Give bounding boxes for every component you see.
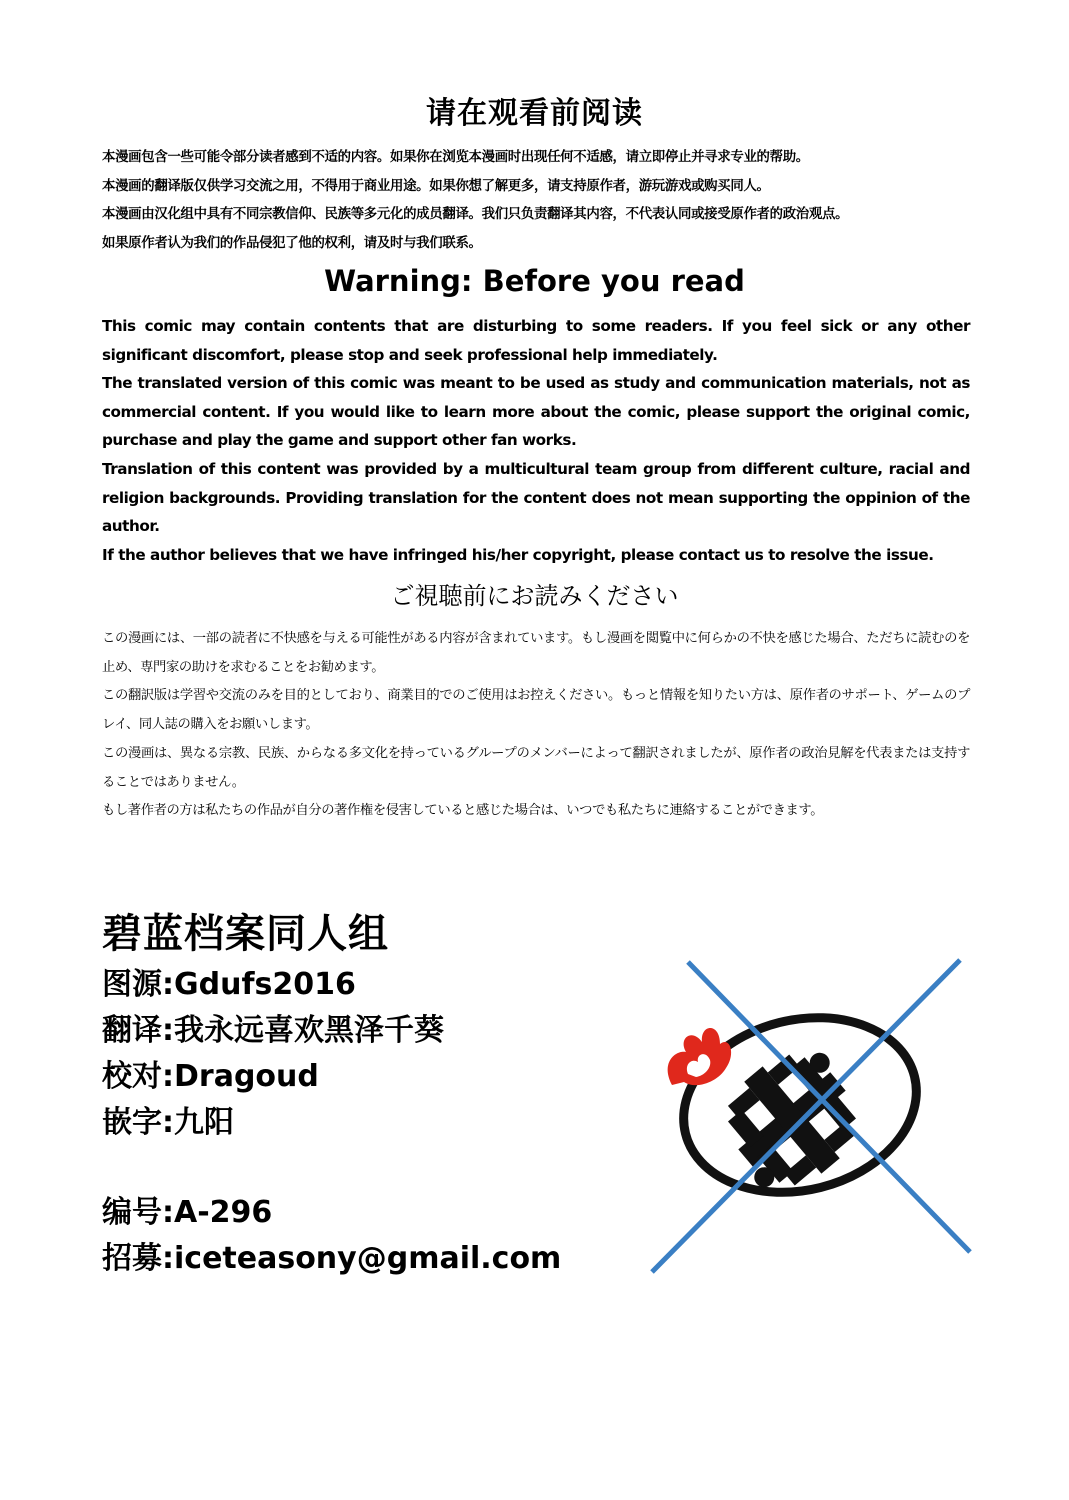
japanese-notice-title: ご視聴前にお読みください [390, 582, 679, 610]
credit-typesetter: 嵌字:九阳 [102, 1105, 234, 1140]
japanese-notice-body [102, 625, 970, 826]
chinese-notice-body [102, 144, 970, 259]
group-name: 碧蓝档案同人组 [102, 911, 389, 957]
chinese-notice-paragraph: 本漫画的翻译版仅供学习交流之用，不得用于商业用途。如果你想了解更多，请支持原作者，游玩游戏或购买同人。 [102, 178, 770, 194]
chinese-notice-title: 请在观看前阅读 [426, 96, 643, 131]
release-code: 编号:A-296 [102, 1195, 273, 1230]
english-notice-title: Warning: Before you read [324, 264, 745, 298]
credit-source: 图源:Gdufs2016 [102, 967, 356, 1002]
translation-group-logo-icon [640, 950, 980, 1280]
japanese-notice-paragraph: もし著作者の方は私たちの作品が自分の著作権を侵害していると感じた場合は、いつでも私たちに連絡することができます。 [102, 803, 824, 819]
credits-block [102, 906, 622, 1282]
japanese-notice-paragraph: この漫画は、異なる宗教、民族、からなる多文化を持っているグループのメンバーによって翻訳されましたが、原作者の政治見解を代表または支持することではありません。 [102, 745, 970, 790]
english-notice-paragraph: The translated version of this comic was meant to be used as study and communication materials, not as commercial content. If you would like to learn more about the comic, please support the original comic, purchase and play the game and support other fan works. [102, 374, 970, 450]
japanese-notice-paragraph: この翻訳版は学習や交流のみを目的としており、商業目的でのご使用はお控えください。もっと情報を知りたい方は、原作者のサポート、ゲームのプレイ、同人誌の購入をお願いします。 [102, 688, 970, 733]
spacer [102, 1146, 622, 1190]
english-notice-paragraph: Translation of this content was provided by a multicultural team group from different culture, racial and religion backgrounds. Providing translation for the content does not mean supporting the oppinion of the author. [102, 459, 970, 536]
credit-proofreader: 校对:Dragoud [102, 1059, 319, 1094]
credit-translator: 翻译:我永远喜欢黑泽千葵 [102, 1013, 444, 1048]
japanese-notice-paragraph: この漫画には、一部の読者に不快感を与える可能性がある内容が含まれています。もし漫画を閲覧中に何らかの不快を感じた場合、ただちに読むのを止め、専門家の助けを求むることをお勧めます。 [102, 631, 970, 675]
english-notice-paragraph: This comic may contain contents that are disturbing to some readers. If you feel sick or any other significant discomfort, please stop and seek professional help immediately. [102, 317, 970, 364]
chinese-notice-paragraph: 本漫画由汉化组中具有不同宗教信仰、民族等多元化的成员翻译。我们只负责翻译其内容，不代表认同或接受原作者的政治观点。 [102, 207, 849, 223]
recruit-contact: 招募:iceteasony@gmail.com [102, 1241, 562, 1276]
english-notice-paragraph: If the author believes that we have infringed his/her copyright, please contact us to resolve the issue. [102, 545, 934, 564]
chinese-notice-paragraph: 如果原作者认为我们的作品侵犯了他的权利，请及时与我们联系。 [102, 236, 482, 252]
english-notice-body [102, 312, 970, 569]
chinese-notice-paragraph: 本漫画包含一些可能令部分读者感到不适的内容。如果你在浏览本漫画时出现任何不适感，请立即停止并寻求专业的帮助。 [102, 150, 809, 165]
